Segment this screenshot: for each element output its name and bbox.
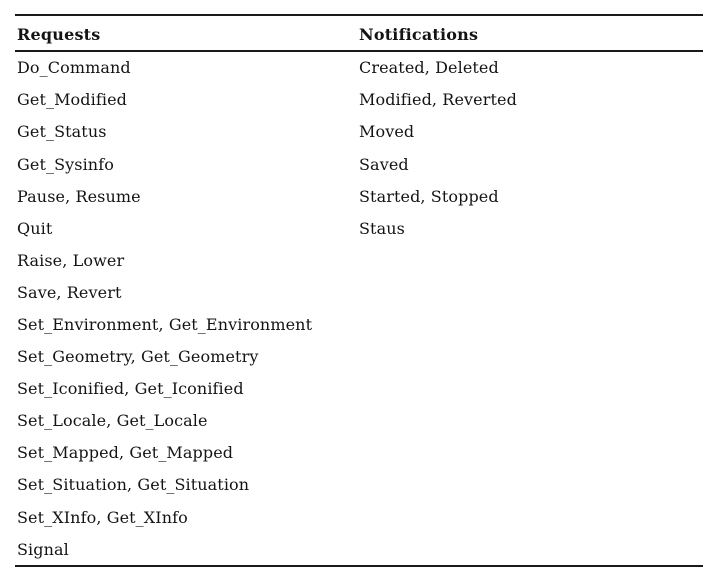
table-row xyxy=(15,437,703,469)
table-row xyxy=(15,469,703,501)
notification-cell: Modified, Reverted xyxy=(359,90,517,110)
notifications-column-header: Notifications xyxy=(359,25,479,44)
table-row xyxy=(15,52,703,84)
requests-column-header: Requests xyxy=(17,25,101,44)
table-row xyxy=(15,244,703,276)
table-row xyxy=(15,276,703,308)
request-cell: Set_Environment, Get_Environment xyxy=(17,314,313,334)
request-cell: Set_Geometry, Get_Geometry xyxy=(17,347,259,367)
notification-cell: Started, Stopped xyxy=(359,186,499,206)
request-cell: Set_Locale, Get_Locale xyxy=(17,411,208,431)
notification-cell: Staus xyxy=(359,218,405,238)
notification-cell: Created, Deleted xyxy=(359,58,499,78)
table-row xyxy=(15,84,703,116)
request-cell: Set_Mapped, Get_Mapped xyxy=(17,443,234,463)
table-row xyxy=(15,148,703,180)
request-cell: Signal xyxy=(17,539,69,559)
requests-notifications-table xyxy=(15,14,703,567)
table-bottom-rule xyxy=(15,565,703,567)
table-row xyxy=(15,373,703,405)
request-cell: Set_Situation, Get_Situation xyxy=(17,475,250,495)
table-row xyxy=(15,405,703,437)
table-row xyxy=(15,212,703,244)
request-cell: Get_Modified xyxy=(17,90,128,110)
table-row xyxy=(15,308,703,340)
request-cell: Raise, Lower xyxy=(17,250,125,270)
table-row xyxy=(15,341,703,373)
table-row xyxy=(15,501,703,533)
table-row xyxy=(15,533,703,565)
table-header-row xyxy=(15,16,703,50)
request-cell: Do_Command xyxy=(17,58,131,78)
request-cell: Set_Iconified, Get_Iconified xyxy=(17,379,244,399)
request-cell: Quit xyxy=(17,218,53,238)
request-cell: Set_XInfo, Get_XInfo xyxy=(17,507,188,527)
table-row xyxy=(15,116,703,148)
request-cell: Save, Revert xyxy=(17,282,122,302)
notification-cell: Moved xyxy=(359,122,415,142)
request-cell: Get_Status xyxy=(17,122,107,142)
table-row xyxy=(15,180,703,212)
notification-cell: Saved xyxy=(359,154,409,174)
request-cell: Pause, Resume xyxy=(17,186,141,206)
request-cell: Get_Sysinfo xyxy=(17,154,114,174)
